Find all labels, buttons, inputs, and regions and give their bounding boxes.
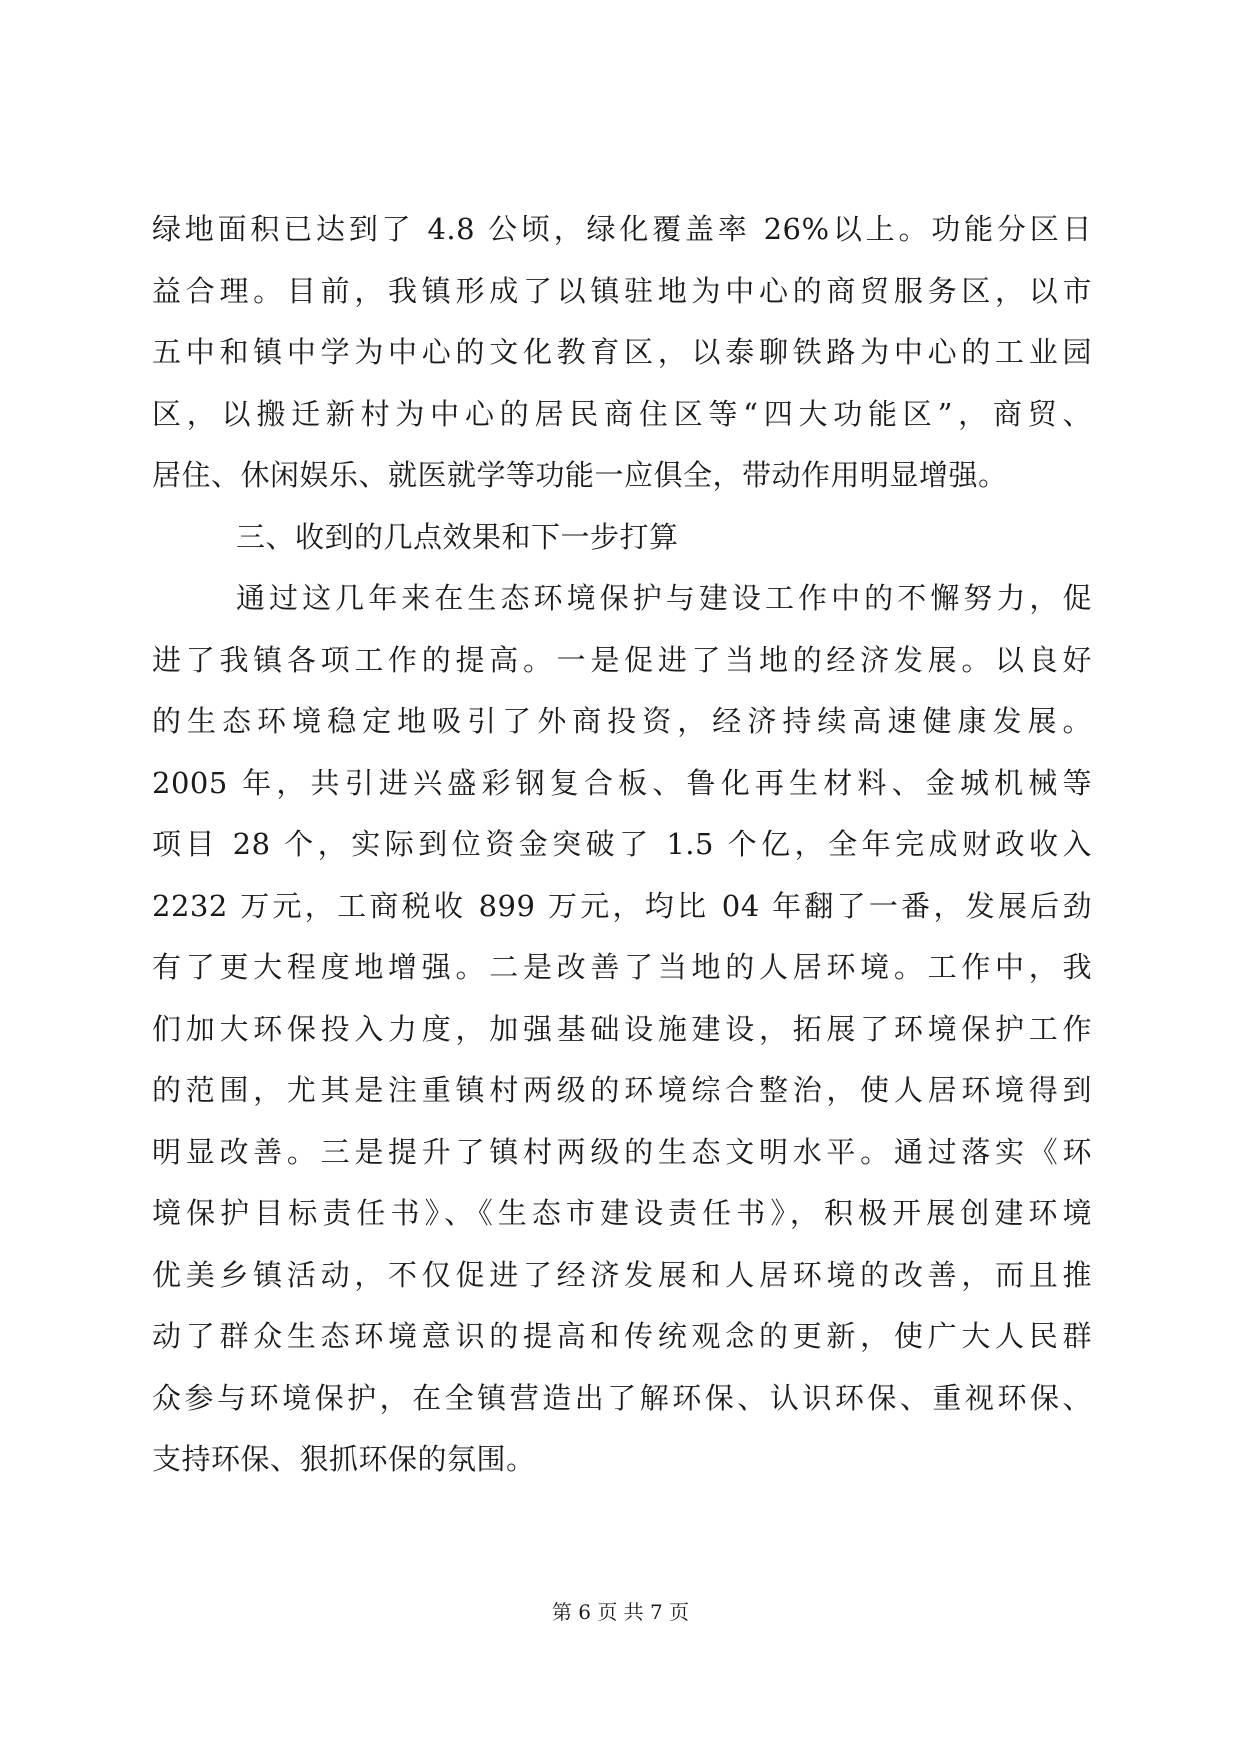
text-line: 2232 万元，工商税收 899 万元，均比 04 年翻了一番，发展后劲 — [152, 888, 1092, 923]
text-line: 支持环保、狠抓环保的氛围。 — [152, 1442, 536, 1476]
text-line: 五中和镇中学为中心的文化教育区，以泰聊铁路为中心的工业园 — [152, 335, 1092, 369]
section-heading: 三、收到的几点效果和下一步打算 — [236, 519, 679, 554]
text-line: 项目 28 个，实际到位资金突破了 1.5 个亿，全年完成财政收入 — [152, 827, 1092, 861]
text-line: 2005 年，共引进兴盛彩钢复合板、鲁化再生材料、金城机械等 — [152, 765, 1092, 800]
page-number-footer: 第 6 页 共 7 页 — [551, 1600, 690, 1624]
text-line: 众参与环境保护，在全镇营造出了解环保、认识环保、重视环保、 — [152, 1380, 1092, 1415]
text-line: 的生态环境稳定地吸引了外商投资，经济持续高速健康发展。 — [152, 704, 1092, 738]
text-line: 绿地面积已达到了 4.8 公顷，绿化覆盖率 26%以上。功能分区日 — [152, 212, 1092, 246]
text-line: 境保护目标责任书》、《生态市建设责任书》，积极开展创建环境 — [152, 1196, 1092, 1230]
text-line: 益合理。目前，我镇形成了以镇驻地为中心的商贸服务区，以市 — [152, 273, 1092, 308]
text-line: 明显改善。三是提升了镇村两级的生态文明水平。通过落实《环 — [152, 1134, 1092, 1169]
text-line: 区，以搬迁新村为中心的居民商住区等“四大功能区”，商贸、 — [152, 396, 1092, 431]
text-line: 的范围，尤其是注重镇村两级的环境综合整治，使人居环境得到 — [152, 1073, 1092, 1107]
text-line: 进了我镇各项工作的提高。一是促进了当地的经济发展。以良好 — [152, 642, 1092, 677]
text-line: 们加大环保投入力度，加强基础设施建设，拓展了环境保护工作 — [152, 1011, 1092, 1046]
document-body — [152, 199, 1092, 1491]
text-line: 通过这几年来在生态环境保护与建设工作中的不懈努力，促 — [236, 581, 1092, 615]
text-line: 优美乡镇活动，不仅促进了经济发展和人居环境的改善，而且推 — [152, 1257, 1092, 1292]
text-line: 动了群众生态环境意识的提高和传统观念的更新，使广大人民群 — [152, 1319, 1092, 1353]
text-line: 居住、休闲娱乐、就医就学等功能一应俱全，带动作用明显增强。 — [152, 458, 1008, 492]
text-line: 有了更大程度地增强。二是改善了当地的人居环境。工作中，我 — [152, 950, 1092, 984]
